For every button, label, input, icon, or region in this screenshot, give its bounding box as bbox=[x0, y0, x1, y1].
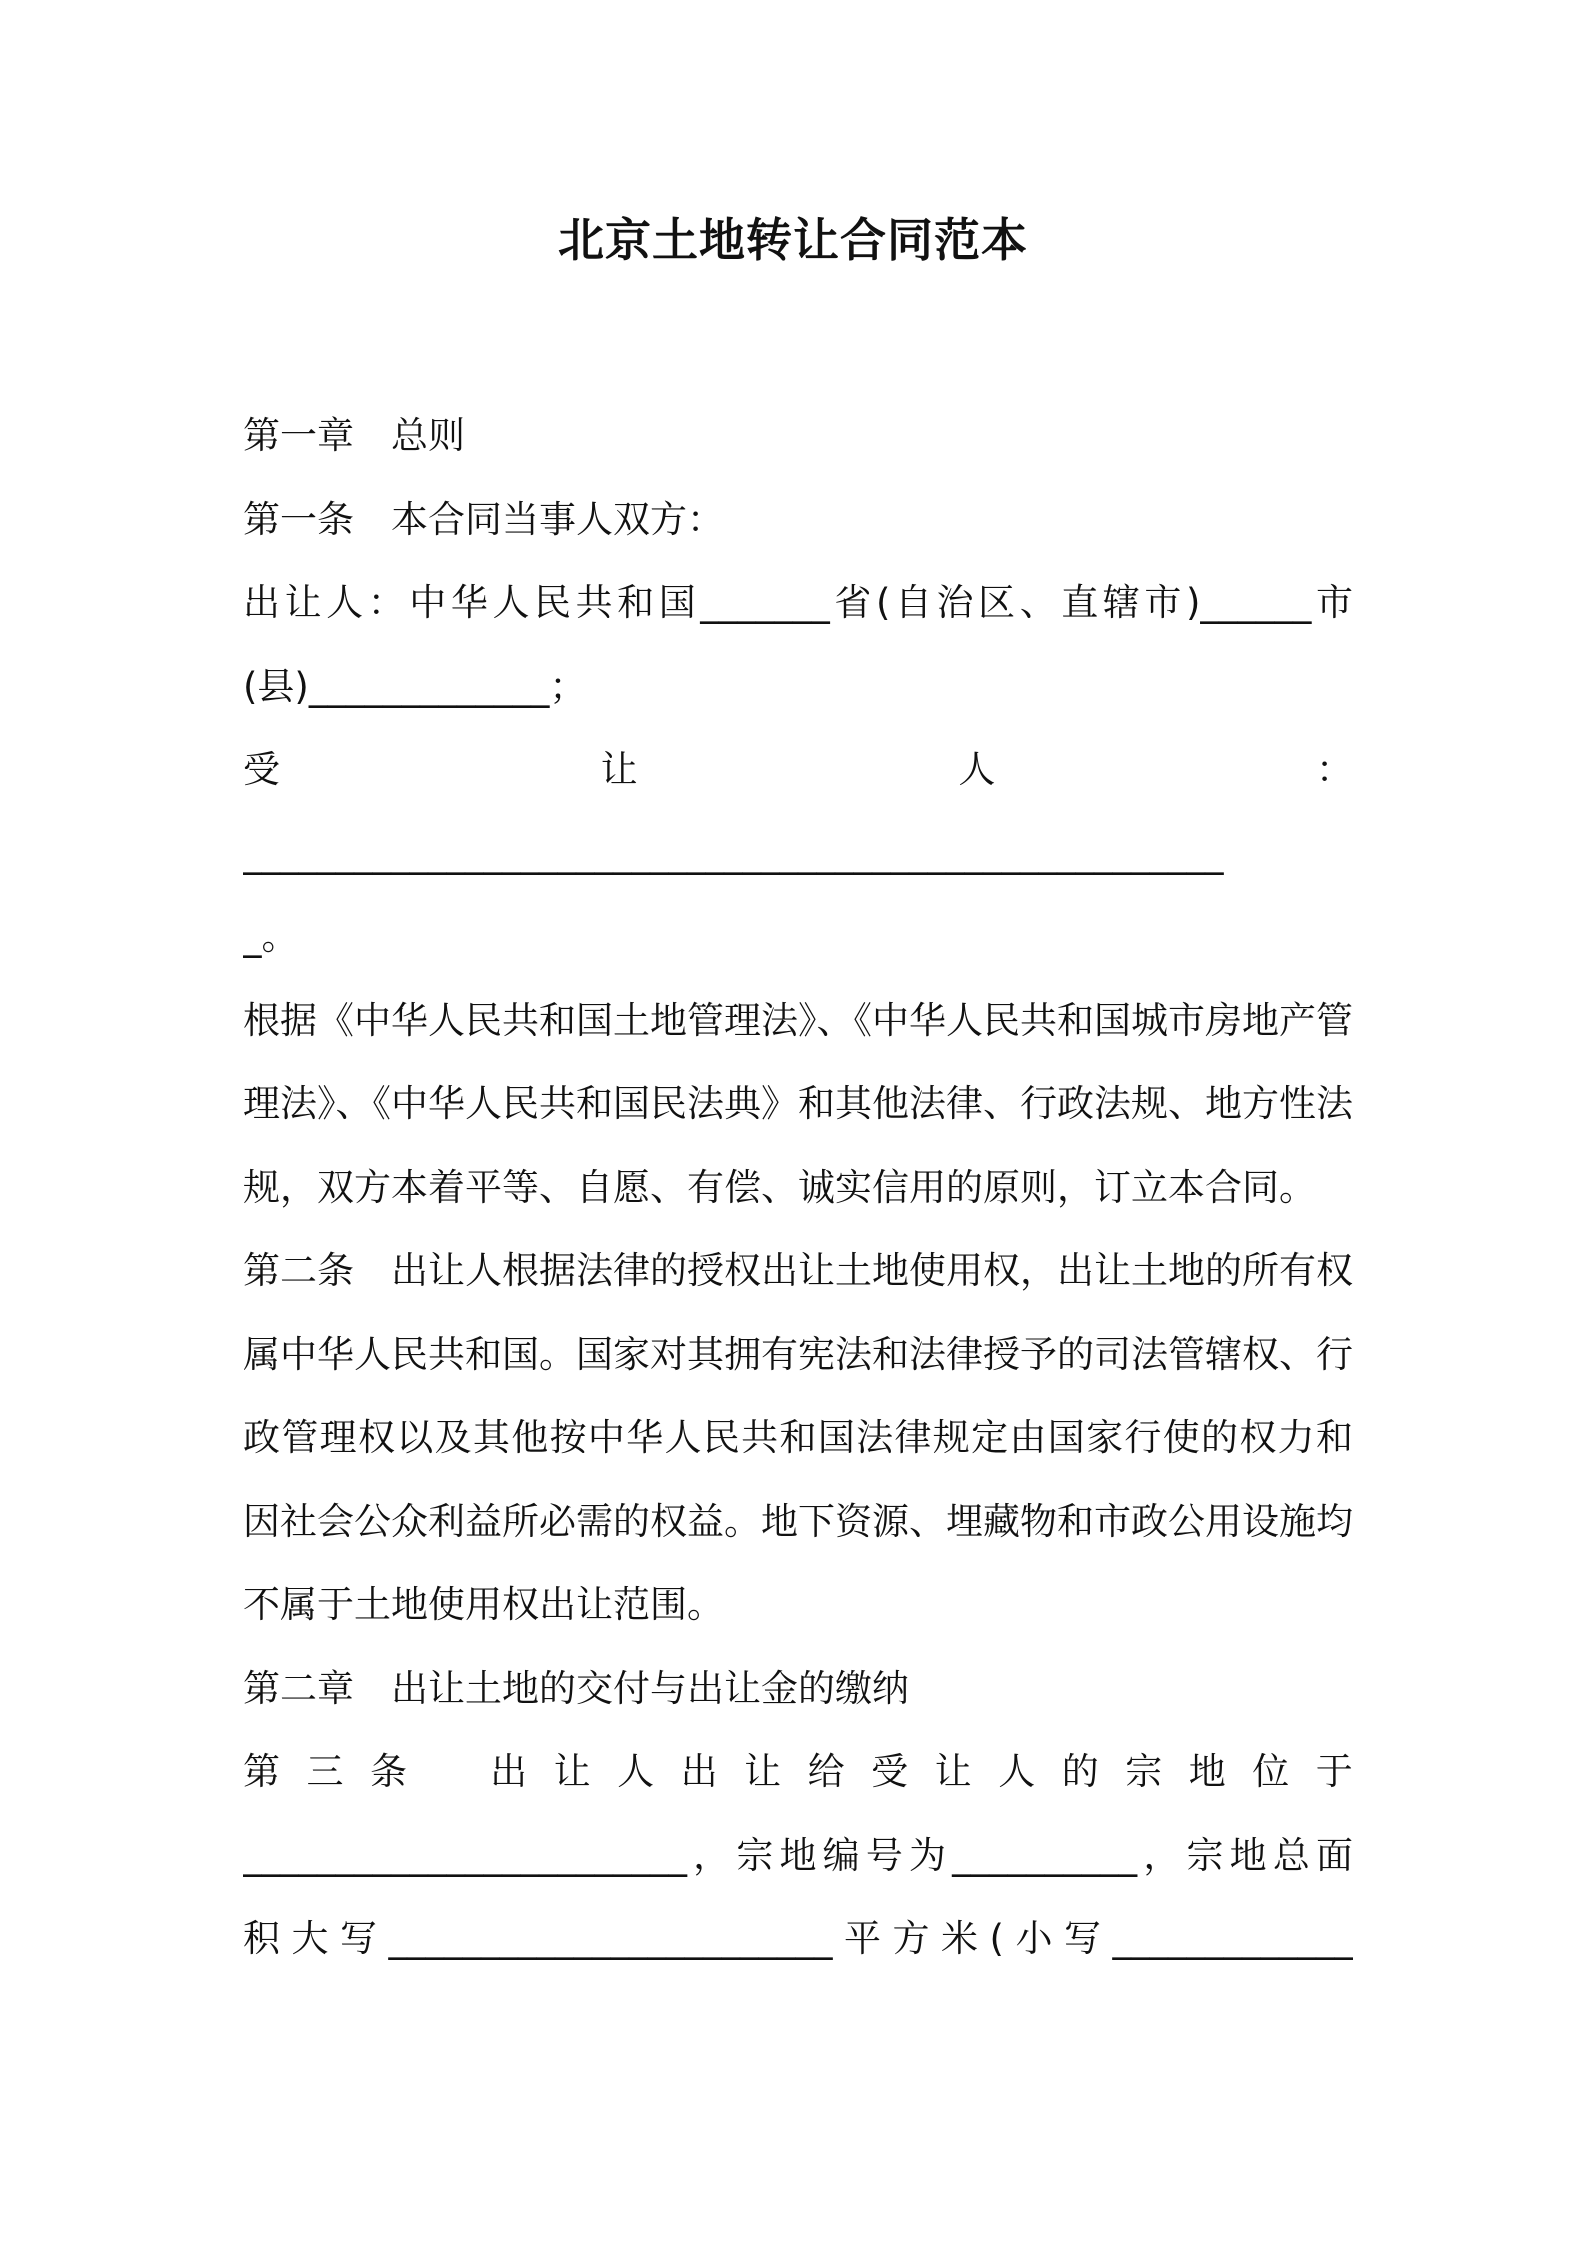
article-3-char: 人 bbox=[617, 1750, 655, 1793]
grantee-char: 人 bbox=[958, 748, 996, 791]
article-2-line-3: 政管理权以及其他按中华人民共和国法律规定由国家行使的权力和 bbox=[243, 1416, 1353, 1459]
chapter-2-heading: 第二章 出让土地的交付与出让金的缴纳 bbox=[243, 1666, 909, 1710]
grantee-char: ： bbox=[1315, 748, 1353, 791]
article-3-char: 三 bbox=[306, 1750, 344, 1793]
article-3-char: 条 bbox=[370, 1750, 408, 1793]
document-title: 北京土地转让合同范本 bbox=[558, 213, 1028, 267]
article-3-char: 出 bbox=[680, 1750, 718, 1793]
article-3-char: 让 bbox=[744, 1750, 782, 1793]
article-3-char: 的 bbox=[1061, 1750, 1099, 1793]
article-3-char: 人 bbox=[998, 1750, 1036, 1793]
article-2-line-2: 属中华人民共和国。国家对其拥有宪法和法律授予的司法管辖权、行 bbox=[243, 1332, 1353, 1376]
article-2-line-5: 不属于土地使用权出让范围。 bbox=[243, 1583, 724, 1626]
chapter-1-heading: 第一章 总则 bbox=[243, 414, 465, 457]
article-3-line-2: ________________________，宗地编号为__________，宗地总面 bbox=[243, 1833, 1353, 1877]
article-3-line-1 bbox=[243, 1742, 1353, 1826]
grantee-end-line: _。 bbox=[243, 915, 299, 958]
basis-line-1: 根据《中华人民共和国土地管理法》、《中华人民共和国城市房地产管 bbox=[243, 998, 1353, 1042]
article-3-char: 于 bbox=[1315, 1750, 1353, 1793]
article-3-char: 第 bbox=[243, 1750, 280, 1793]
grantee-blank-line: _____________________________________________________ bbox=[243, 831, 1224, 875]
grantee-label-line bbox=[243, 740, 1353, 824]
article-2-line-4: 因社会公众利益所必需的权益。地下资源、埋藏物和市政公用设施均 bbox=[243, 1499, 1353, 1543]
basis-line-3: 规，双方本着平等、自愿、有偿、诚实信用的原则，订立本合同。 bbox=[243, 1165, 1316, 1209]
article-1-heading: 第一条 本合同当事人双方： bbox=[243, 497, 724, 541]
county-line: (县)_____________； bbox=[243, 664, 587, 708]
article-2-line-1: 第二条 出让人根据法律的授权出让土地使用权，出让土地的所有权 bbox=[243, 1249, 1353, 1292]
article-3-char: 受 bbox=[871, 1750, 909, 1793]
grantee-char: 受 bbox=[243, 748, 280, 791]
grantor-line: 出让人：中华人民共和国_______省(自治区、直辖市)______市 bbox=[243, 581, 1353, 624]
grantee-char: 让 bbox=[600, 748, 638, 791]
basis-line-2: 理法》、《中华人民共和国民法典》和其他法律、行政法规、地方性法 bbox=[243, 1082, 1353, 1125]
article-3-char: 出 bbox=[490, 1750, 528, 1793]
article-3-char: 地 bbox=[1188, 1750, 1226, 1793]
article-3-char: 让 bbox=[553, 1750, 591, 1793]
article-3-line-3: 积大写________________________平方米(小写_____________ bbox=[243, 1917, 1353, 1960]
document-body bbox=[243, 406, 1353, 1993]
article-3-char: 给 bbox=[807, 1750, 845, 1793]
article-3-char: 宗 bbox=[1125, 1750, 1163, 1793]
article-3-char: 位 bbox=[1252, 1750, 1290, 1793]
article-3-char: 让 bbox=[934, 1750, 972, 1793]
